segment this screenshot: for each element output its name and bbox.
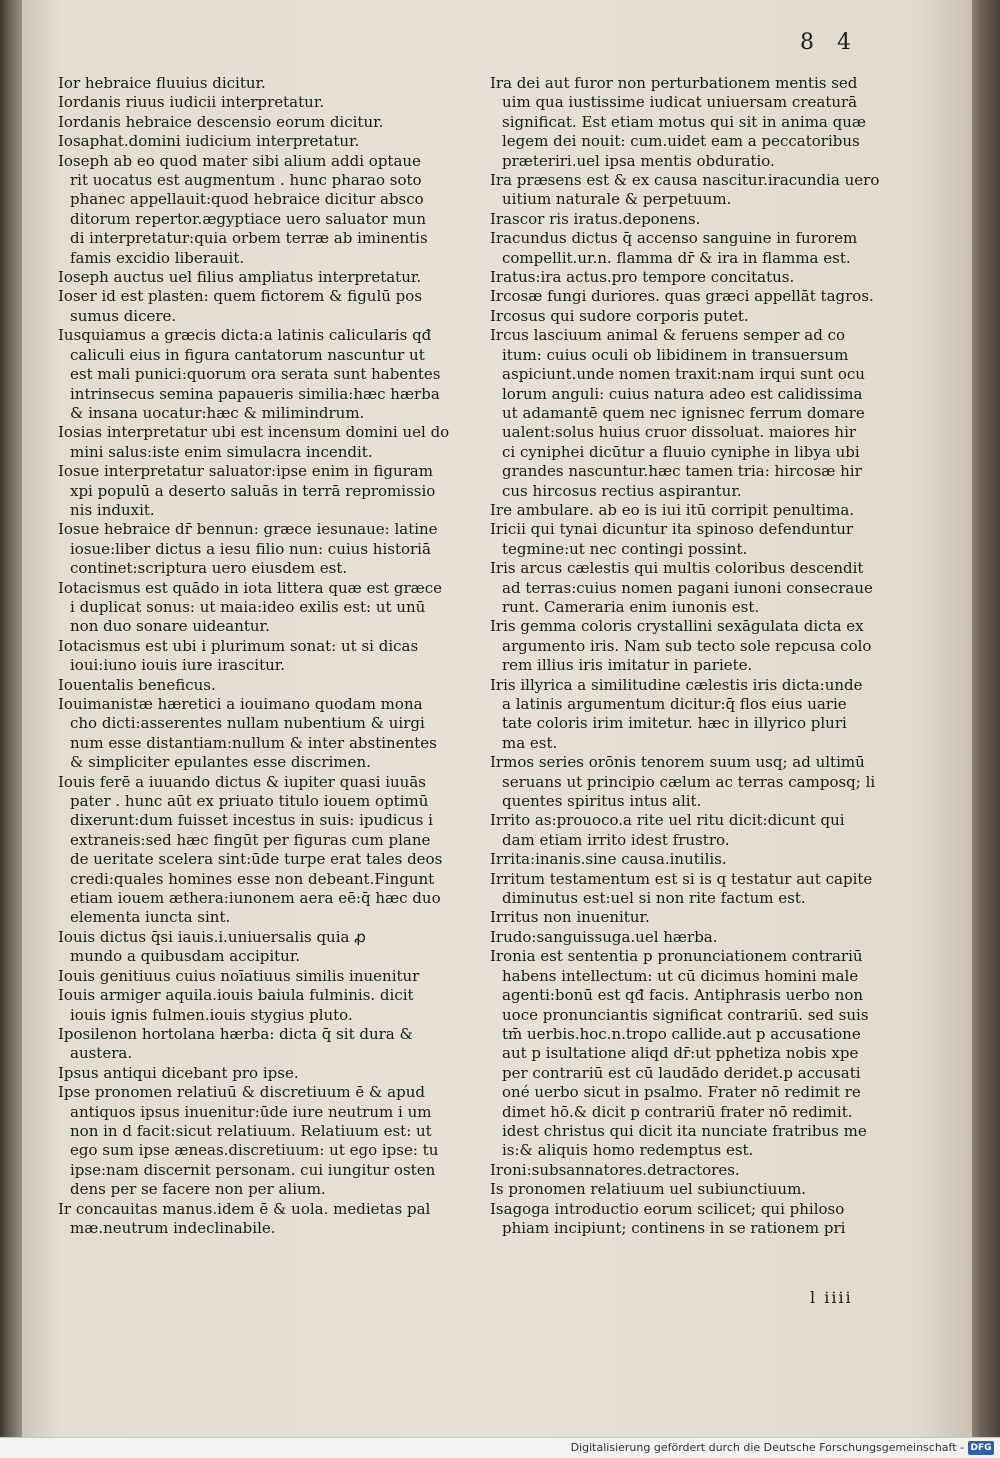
right-column-line: seruans ut principio cælum ac terras camposq; li <box>502 772 876 791</box>
right-column-line: lorum anguli: cuius natura adeo est calidissima <box>502 384 863 403</box>
right-column-line: itum: cuius oculi ob libidinem in transuersum <box>502 345 849 364</box>
right-column-line: Iris gemma coloris crystallini sexāgulata dicta ex <box>490 617 864 636</box>
left-column-line: di interpretatur:quia orbem terræ ab iminentis <box>70 229 428 248</box>
left-column-line: Iordanis riuus iudicii interpretatur. <box>58 93 325 112</box>
left-column-line: Iosue interpretatur saluator:ipse enim in figuram <box>58 462 433 481</box>
left-column-line: xpi populū a deserto saluās in terrā repromissio <box>70 481 436 500</box>
right-column-line: legem dei nouit: cum.uidet eam a peccatoribus <box>502 132 860 151</box>
left-column-line: Iotacismus est quādo in iota littera quæ est græce <box>58 578 443 597</box>
right-column-line: Irrito as:prouoco.a rite uel ritu dicit:dicunt qui <box>490 811 845 830</box>
left-column-line: ditorum repertor.ægyptiace uero saluator mun <box>70 209 427 228</box>
right-column-line: Iracundus dictus q̄ accenso sanguine in furorem <box>490 229 858 248</box>
right-column-line: uitium naturale & perpetuum. <box>502 190 732 209</box>
right-column-line: Ircosus qui sudore corporis putet. <box>490 306 749 325</box>
left-column-line: rit uocatus est augmentum . hunc pharao soto <box>70 171 422 190</box>
right-column-line: ci cyniphei dicūtur a fluuio cyniphe in libya ubi <box>502 442 860 461</box>
left-column-line: Iouimanistæ hæretici a iouimano quodam mona <box>58 695 423 713</box>
signature-mark: l iiii <box>810 1288 853 1307</box>
right-column-line: tm̄ uerbis.hoc.n.tropo callide.aut p accusatione <box>502 1024 861 1043</box>
left-column-line: caliculi eius in figura cantatorum nascuntur ut <box>70 345 425 364</box>
left-column-line: Iouis ferē a iuuando dictus & iupiter quasi iuuās <box>58 772 426 791</box>
right-column-line: Irritus non inuenitur. <box>490 908 650 927</box>
left-column-line: ego sum ipse æneas.discretiuum: ut ego ipse: tu <box>70 1141 439 1160</box>
right-column-line: significat. Est etiam motus qui sit in anima quæ <box>502 112 866 131</box>
right-column-line: Ironi:subsannatores.detractores. <box>490 1160 740 1179</box>
right-column-line: Ire ambulare. ab eo is iui itū corripit penultima. <box>490 500 855 519</box>
left-column-line: Iouentalis beneficus. <box>58 675 216 694</box>
left-column-line: etiam iouem æthera:iunonem aera eē:q̄ hæc duo <box>70 889 441 908</box>
right-column-line: tegmine:ut nec contingi possint. <box>502 539 748 558</box>
right-column-line: Isagoga introductio eorum scilicet; qui philoso <box>490 1199 845 1218</box>
left-column-line: Iouis dictus q̄si iauis.i.uniuersalis quia ꝓ <box>58 927 366 946</box>
right-column-line: idest christus qui dicit ita nunciate fratribus me <box>502 1121 867 1140</box>
right-column-line: aspiciunt.unde nomen traxit:nam irqui sunt ocu <box>502 365 865 384</box>
left-column-line: dixerunt:dum fuisset incestus in suis: ipudicus i <box>70 811 433 830</box>
left-column-line: continet:scriptura uero eiusdem est. <box>70 559 348 578</box>
right-column-line: Irritum testamentum est si is q testatur aut capite <box>490 869 873 888</box>
right-column <box>490 74 902 1238</box>
right-column-line: tate coloris irim imitetur. hæc in illyrico pluri <box>502 714 847 733</box>
left-column-line: & simpliciter epulantes esse discrimen. <box>70 753 371 772</box>
right-column-line: Iricii qui tynai dicuntur ita spinoso defenduntur <box>490 520 854 539</box>
right-column-line: Iris illyrica a similitudine cælestis iris dicta:unde <box>490 675 863 694</box>
left-column-line: non duo sonare uideantur. <box>70 617 270 636</box>
left-column-line: nis induxit. <box>70 500 155 519</box>
right-column-line: argumento iris. Nam sub tecto sole repcusa colo <box>502 636 872 655</box>
right-column-line: Ironia est sententia p pronunciationem contrariū <box>490 947 863 966</box>
left-column-line: Iosaphat.domini iudicium interpretatur. <box>58 132 360 151</box>
left-column-line: famis excidio liberauit. <box>70 248 245 267</box>
right-column-line: quentes spiritus intus alit. <box>502 792 702 811</box>
right-column-line: ut adamantē quem nec ignisnec ferrum domare <box>502 403 865 422</box>
funding-credit: Digitalisierung gefördert durch die Deutsche Forschungsgemeinschaft - <box>570 1441 964 1454</box>
right-column-line: phiam incipiunt; continens in se rationem pri <box>502 1218 846 1237</box>
right-column-line: ma est. <box>502 733 558 752</box>
right-column-line: Is pronomen relatiuum uel subiunctiuum. <box>490 1180 807 1199</box>
right-column-line: Irudo:sanguissuga.uel hærba. <box>490 927 718 946</box>
right-column-line: Ircus lasciuum animal & feruens semper ad co <box>490 326 846 345</box>
right-column-line: is:& aliquis homo redemptus est. <box>502 1141 754 1160</box>
right-column-line: aut p isultatione aliqd dr̄:ut pphetiza nobis xpe <box>502 1044 859 1063</box>
right-column-line: grandes nascuntur.hæc tamen tria: hircosæ hir <box>502 462 862 481</box>
right-column-line: uoce pronunciantis significat contrariū. sed suis <box>502 1005 869 1024</box>
left-column-line: Iordanis hebraice descensio eorum dicitur. <box>58 112 384 131</box>
right-column-line: præteriri.uel ipsa mentis obduratio. <box>502 151 775 170</box>
left-column-line: Iosue hebraice dr̄ bennun: græce iesunaue: latine <box>58 520 438 539</box>
left-column-line: sumus dicere. <box>70 306 177 325</box>
right-column-line: a latinis argumentum dicitur:q̄ flos eius uarie <box>502 695 847 713</box>
left-column-line: Ipsus antiqui dicebant pro ipse. <box>58 1063 299 1082</box>
left-column-line: mæ.neutrum indeclinabile. <box>70 1218 276 1237</box>
left-column-line: mundo a quibusdam accipitur. <box>70 947 301 966</box>
left-column-line: pater . hunc aūt ex priuato titulo iouem optimū <box>70 792 429 811</box>
right-column-line: Ircosæ fungi duriores. quas græci appellāt tagros. <box>490 287 874 306</box>
right-column-line: diminutus est:uel si non rite factum est. <box>502 889 806 908</box>
left-column-line: Ioser id est plasten: quem fictorem & figulū pos <box>58 287 423 306</box>
left-column-line: intrinsecus semina papaueris similia:hæc hærba <box>70 384 440 403</box>
left-column-line: Iusquiamus a græcis dicta:a latinis calicularis qđ <box>58 326 432 345</box>
left-column-line: de ueritate scelera sint:ūde turpe erat tales deos <box>70 850 443 869</box>
left-column-line: est mali punici:quorum ora serata sunt habentes <box>70 365 441 384</box>
left-column-line: antiquos ipsus inuenitur:ūde iure neutrum i um <box>70 1102 432 1121</box>
right-column-line: dam etiam irrito idest frustro. <box>502 830 730 849</box>
left-column-line: iouis ignis fulmen.iouis stygius pluto. <box>70 1005 353 1024</box>
left-column-line: elementa iuncta sint. <box>70 908 231 927</box>
left-column-line: & insana uocatur:hæc & milimindrum. <box>70 403 365 422</box>
left-column-line: mini salus:iste enim simulacra incendit. <box>70 442 373 461</box>
right-column-line: ad terras:cuius nomen pagani iunoni consecraue <box>502 578 873 597</box>
right-column-line: Ira dei aut furor non perturbationem mentis sed <box>490 74 858 92</box>
right-column-line: Iris arcus cælestis qui multis coloribus descendit <box>490 559 864 578</box>
left-column-line: Ioseph ab eo quod mater sibi alium addi optaue <box>58 151 421 170</box>
left-column-line: Iouis genitiuus cuius noīatiuus similis inuenitur <box>58 966 420 985</box>
left-column-line: dens per se facere non per alium. <box>70 1180 326 1199</box>
dfg-logo[interactable]: DFG <box>968 1441 994 1455</box>
right-column-line: dimet hō.& dicit p contrariū frater nō redimit. <box>502 1102 853 1121</box>
right-column-line: rem illius iris imitatur in pariete. <box>502 656 753 675</box>
right-column-line: uim qua iustissime iudicat uniuersam creaturā <box>502 93 858 112</box>
left-column-line: Ir concauitas manus.idem ē & uola. medietas pal <box>58 1199 431 1218</box>
left-column-line: Ioseph auctus uel filius ampliatus interpretatur. <box>58 268 422 287</box>
left-column-line: Iosias interpretatur ubi est incensum domini uel do <box>58 423 450 442</box>
left-column-line: credi:quales homines esse non debeant.Fingunt <box>70 869 435 888</box>
right-column-line: habens intellectum: ut cū dicimus homini male <box>502 966 859 985</box>
right-column-line: Iratus:ira actus.pro tempore concitatus. <box>490 268 795 287</box>
left-column-line: Ipse pronomen relatiuū & discretiuum ē & apud <box>58 1083 425 1102</box>
right-column-line: runt. Cameraria enim iunonis est. <box>502 597 760 616</box>
right-column-line: oné uerbo sicut in psalmo. Frater nō redimit re <box>502 1083 861 1102</box>
folio-number: 8 4 <box>800 30 859 55</box>
left-column-line: phanec appellauit:quod hebraice dicitur absco <box>70 190 424 209</box>
right-column-line: Irrita:inanis.sine causa.inutilis. <box>490 850 727 869</box>
left-column <box>58 74 470 1238</box>
right-column-line: ualent:solus huius cruor dissoluat. maiores hir <box>502 423 857 442</box>
left-column-line: austera. <box>70 1044 133 1063</box>
right-column-line: cus hircosus rectius aspirantur. <box>502 481 742 500</box>
footer-bar <box>0 1437 1000 1458</box>
left-column-line: Iouis armiger aquila.iouis baiula fulminis. dicit <box>58 986 414 1005</box>
right-column-line: agenti:bonū est qđ facis. Antiphrasis uerbo non <box>502 986 864 1005</box>
left-column-line: extraneis:sed hæc fingūt per figuras cum plane <box>70 830 431 849</box>
right-column-line: per contrariū est cū laudādo deridet.p accusati <box>502 1063 861 1082</box>
left-column-line: Iposilenon hortolana hærba: dicta q̄ sit dura & <box>58 1024 413 1043</box>
right-column-line: Ira præsens est & ex causa nascitur.iracundia uero <box>490 171 880 190</box>
right-column-line: Irascor ris iratus.deponens. <box>490 209 701 228</box>
right-column-line: compellit.ur.n. flamma dr̄ & ira in flamma est. <box>502 248 851 267</box>
left-column-line: ipse:nam discernit personam. cui iungitur osten <box>70 1160 436 1179</box>
left-column-line: i duplicat sonus: ut maia:ideo exilis est: ut unū <box>70 597 426 616</box>
left-column-line: cho dicti:asserentes nullam nubentium & uirgi <box>70 714 425 733</box>
left-column-line: Ior hebraice fluuius dicitur. <box>58 74 266 92</box>
left-column-line: ioui:iuno iouis iure irascitur. <box>70 656 286 675</box>
left-column-line: non in d facit:sicut relatiuum. Relatiuum est: ut <box>70 1121 432 1140</box>
left-column-line: Iotacismus est ubi i plurimum sonat: ut si dicas <box>58 636 419 655</box>
left-column-line: iosue:liber dictus a iesu filio nun: cuius historiā <box>70 539 431 558</box>
right-column-line: Irmos series orōnis tenorem suum usq; ad ultimū <box>490 753 865 772</box>
left-column-line: num esse distantiam:nullum & inter abstinentes <box>70 733 437 752</box>
